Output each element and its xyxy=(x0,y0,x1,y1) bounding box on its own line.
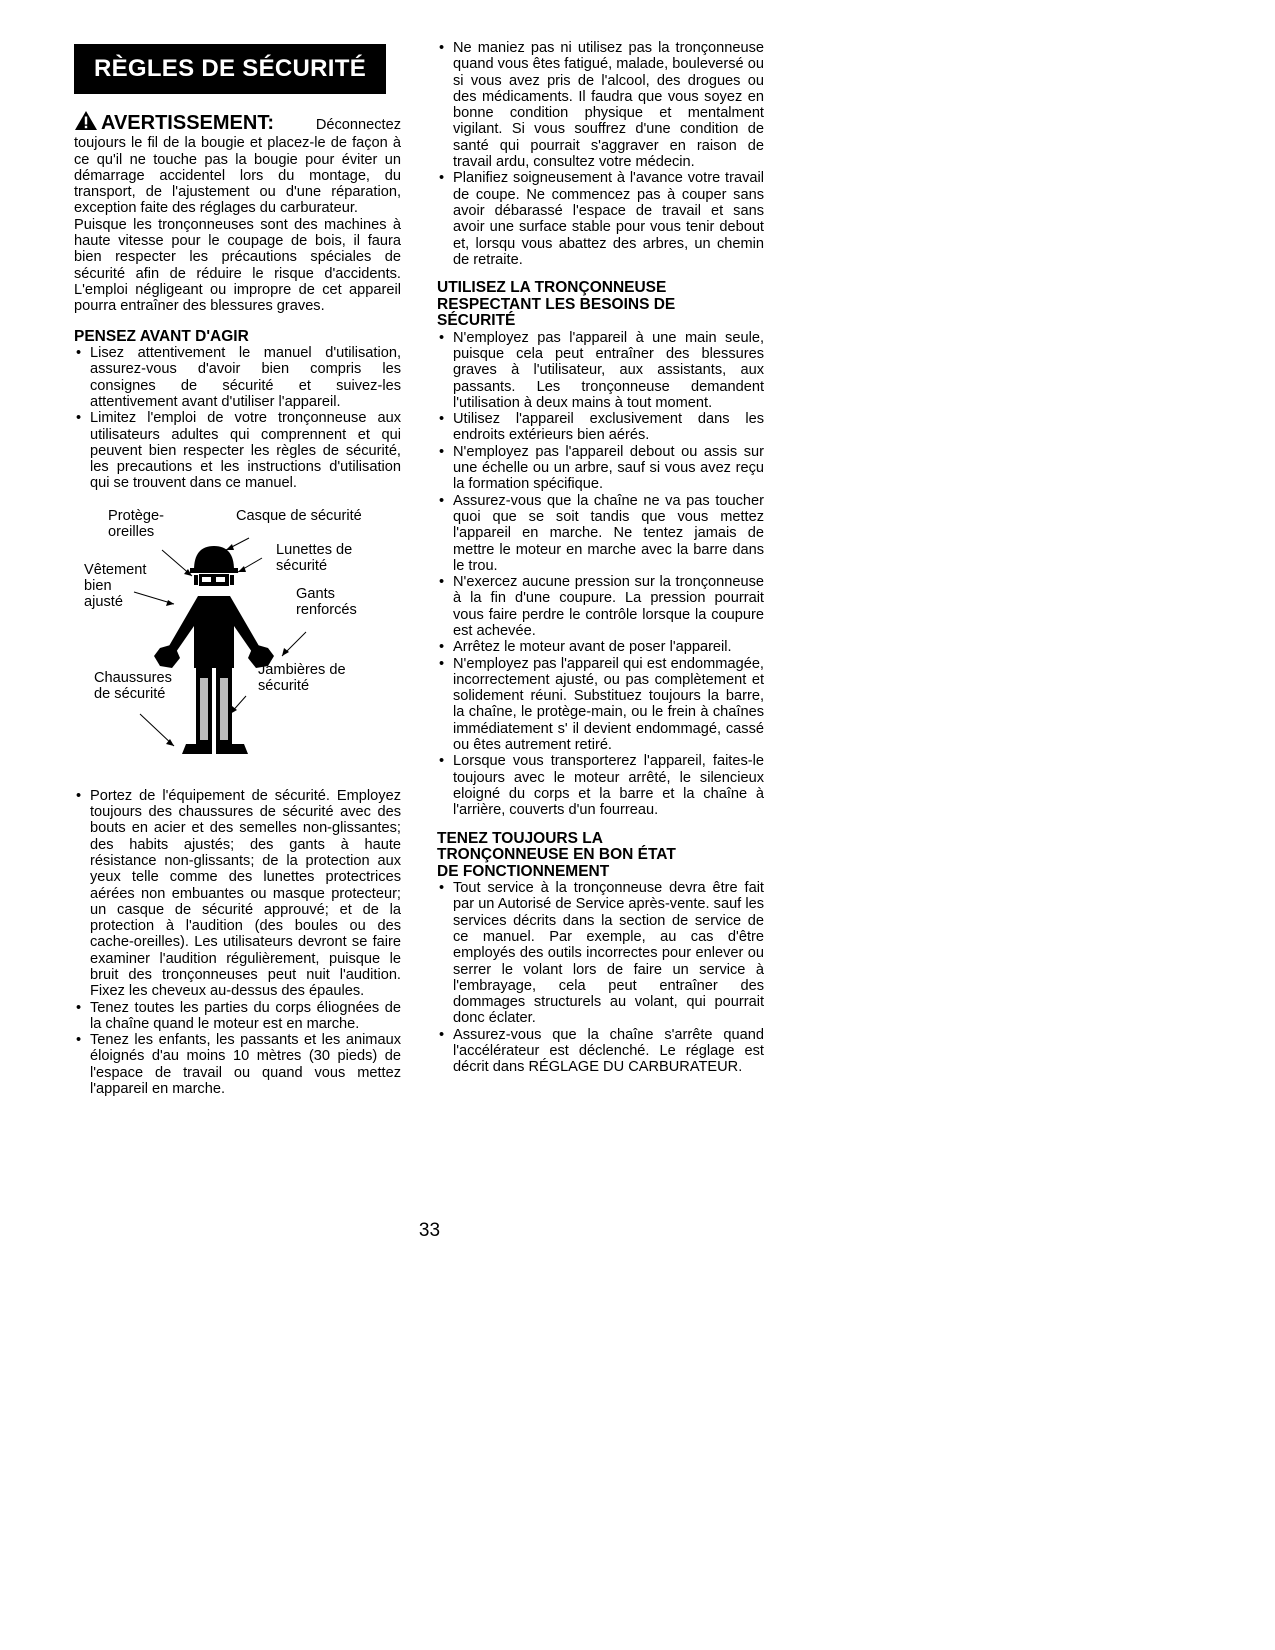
warning-triangle-icon xyxy=(74,110,98,135)
list-item: • Planifiez soigneusement à l'avance votre travail de coupe. Ne commencez pas à couper sans avoir débarassé l'espace de travail et sans avoir une surface stable pour vous tenir debout et, lorsqu vous abattez des arbres, un chemin de retraite. xyxy=(437,170,764,268)
list-item: • Limitez l'emploi de votre tronçonneuse aux utilisateurs adultes qui comprennent et qui peuvent bien respecter les règles de sécurité, les precautions et les instructions d'utilisation qui se trouvent dans ce manuel. xyxy=(74,410,401,491)
list-item: • Ne maniez pas ni utilisez pas la tronçonneuse quand vous êtes fatigué, malade, bouleversé ou si vous avez pris de l'alcool, des drogues ou des médicaments. Il faudra que vous soyez en bonne condition physique et mentalment vigilant. Si vous souffrez d'une condition de santé qui pourrait s'aggraver en raison de travail ardu, consultez votre médecin. xyxy=(437,40,764,170)
label-casque: Casque de sécurité xyxy=(236,507,362,524)
bullet-list-utilisez xyxy=(437,330,764,819)
section-heading-pensez: PENSEZ AVANT D'AGIR xyxy=(74,327,249,345)
label-vetement: Vêtement bien ajusté xyxy=(84,561,147,611)
list-item: • N'exercez aucune pression sur la tronçonneuse à la fin d'une coupure. La pression pourrait vous faire perdre le contrôle lorsque la coupure est achevée. xyxy=(437,574,764,639)
page-title: RÈGLES DE SÉCURITÉ xyxy=(74,44,386,94)
bullet-list-top xyxy=(437,40,764,268)
list-item: • Tenez les enfants, les passants et les animaux éloignés d'au moins 10 mètres (30 pieds) de l'espace de travail ou quand vous mettez l'appareil en marche. xyxy=(74,1032,401,1097)
list-item: • N'employez pas l'appareil debout ou assis sur une échelle ou un arbre, sauf si vous avez reçu la formation spécifique. xyxy=(437,444,764,493)
label-lunettes: Lunettes de sécurité xyxy=(276,541,353,575)
bullet-list-pensez xyxy=(74,345,401,492)
label-chaussures: Chaussures de sécurité xyxy=(94,669,172,703)
label-protege-oreilles: Protège- oreilles xyxy=(108,507,164,541)
list-item: • Assurez-vous que la chaîne ne va pas toucher quoi que se soit tandis que vous mettez l'appareil en marche. Ne tentez jamais de mettre le moteur en marche avec la barre dans le trou. xyxy=(437,493,764,574)
list-item: • Tout service à la tronçonneuse devra être fait par un Autorisé de Service après-vente. sauf les services décrits dans la section de service de ce manuel. Par exemple, au cas d'être employés des outils incorrectes pour enlever ou serrer le volant lors de faire un service à l'embrayage, cela peut entraîner des dommages structurels au volant, qui pourrait donc éclater. xyxy=(437,880,764,1027)
bullet-list-equipement xyxy=(74,788,401,1098)
warning-block xyxy=(74,110,401,217)
list-item: • Arrêtez le moteur avant de poser l'appareil. xyxy=(437,639,764,655)
list-item: • N'employez pas l'appareil qui est endommagée, incorrectement ajusté, ou pas complètement et solidement réuni. Substituez toujours la barre, la chaîne, le protège-main, ou le frein à chaînes immédiatement s' il devient endommagé, cassé ou êtes autrement retiré. xyxy=(437,656,764,754)
page-number: 33 xyxy=(418,1220,441,1241)
warning-text: toujours le fil de la bougie et placez-le de façon à ce qu'il ne touche pas la bougie pour éviter un démarrage accidentel lors du montage, du transport, de l'ajustement ou d'une réparation, exception faite des réglages du carburateur. xyxy=(74,135,401,217)
label-gants: Gants renforcés xyxy=(296,585,357,619)
label-jambieres: Jambières de sécurité xyxy=(258,661,346,695)
safety-gear-figure xyxy=(74,508,401,778)
warning-lead: Déconnectez xyxy=(315,117,401,133)
list-item: • Utilisez l'appareil exclusivement dans les endroits extérieurs bien aérés. xyxy=(437,411,764,444)
right-column xyxy=(437,40,764,1076)
list-item: • Lorsque vous transporterez l'appareil, faites-le toujours avec le moteur arrêté, le silencieux eloigné du corps et la barre et la chaîne à l'arrière, couverts d'un fourreau. xyxy=(437,753,764,818)
bullet-list-tenez xyxy=(437,880,764,1076)
list-item: • Lisez attentivement le manuel d'utilisation, assurez-vous d'avoir bien compris les consignes de sécurité et suivez-les attentivement avant d'utiliser l'appareil. xyxy=(74,345,401,410)
left-column xyxy=(74,40,401,1097)
list-item: • N'employez pas l'appareil à une main seule, puisque cela peut entraîner des blessures graves à l'utilisateur, aux assistants, aux passants. Les tronçonneuse demandent l'utilisation à deux mains à tout moment. xyxy=(437,330,764,411)
list-item: • Portez de l'équipement de sécurité. Employez toujours des chaussures de sécurité avec des bouts en acier et des semelles non-glissantes; des habits ajustés; des gants à haute résistance non-glissants; de la protection aux yeux telle comme des lunettes protectrices aérées non embuantes ou masque protecteur; un casque de sécurité approuvé; et de la protection à l'audition (des boules ou des cache-oreilles). Les utilisateurs devront se faire examiner l'audition régulièrement, puisque le bruit des tronçonneuses peut nuit l'audition. Fixez les cheveux au-dessus des épaules. xyxy=(74,788,401,1000)
section-heading-utilisez: UTILISEZ LA TRONÇONNEUSE RESPECTANT LES BESOINS DE SÉCURITÉ xyxy=(437,279,676,330)
intro-paragraph: Puisque les tronçonneuses sont des machines à haute vitesse pour le coupage de bois, il faura bien respecter les précautions spéciales de sécurité afin de réduire le risque d'accidents. L'emploi négligeant ou impropre de cet appareil pourra entraîner des blessures graves. xyxy=(74,216,401,315)
warning-label: AVERTISSEMENT: xyxy=(101,112,274,134)
list-item: • Assurez-vous que la chaîne s'arrête quand l'accélérateur est déclenché. Le réglage est décrit dans RÉGLAGE DU CARBURATEUR. xyxy=(437,1027,764,1076)
section-heading-tenez: TENEZ TOUJOURS LA TRONÇONNEUSE EN BON ÉTAT DE FONCTIONNEMENT xyxy=(437,829,676,880)
list-item: • Tenez toutes les parties du corps éliognées de la chaîne quand le moteur est en marche. xyxy=(74,1000,401,1033)
